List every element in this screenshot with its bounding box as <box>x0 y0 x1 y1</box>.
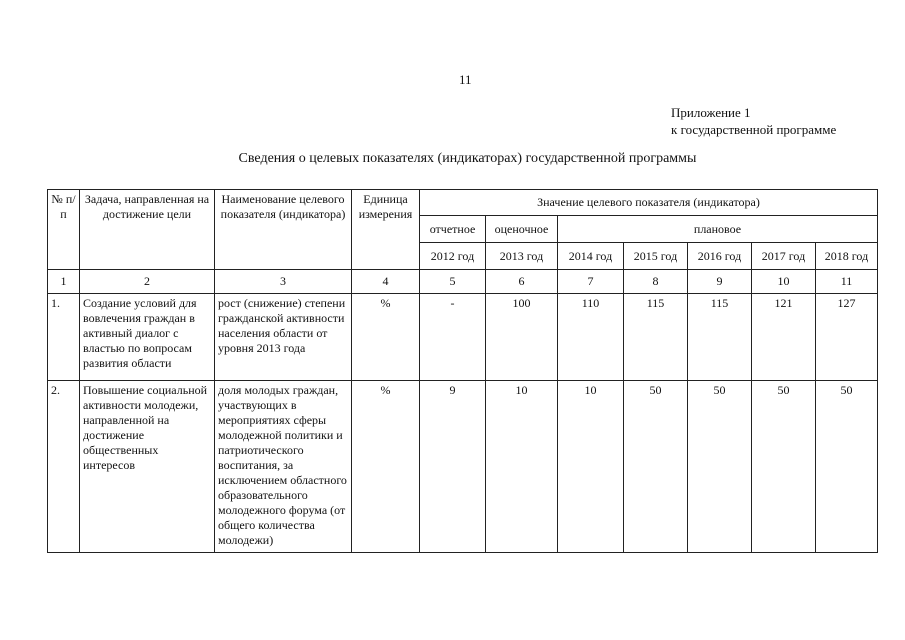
row-value: 9 <box>420 381 486 553</box>
row-num: 2. <box>48 381 80 553</box>
year-header: 2018 год <box>816 243 878 270</box>
column-number: 7 <box>558 270 624 294</box>
row-value: 115 <box>624 294 688 381</box>
appendix-note <box>671 104 836 138</box>
row-value: 50 <box>624 381 688 553</box>
row-value: 100 <box>486 294 558 381</box>
row-value: 10 <box>486 381 558 553</box>
header-planned: плановое <box>558 216 878 243</box>
column-number: 8 <box>624 270 688 294</box>
row-value: 50 <box>688 381 752 553</box>
page-number: 11 <box>459 72 472 87</box>
row-value: 50 <box>752 381 816 553</box>
row-task: Создание условий для вовлечения граждан в активный диалог с властью по вопросам развития области <box>80 294 215 381</box>
column-number: 11 <box>816 270 878 294</box>
column-number: 4 <box>352 270 420 294</box>
header-estimated: оценочное <box>486 216 558 243</box>
row-num: 1. <box>48 294 80 381</box>
column-number: 2 <box>80 270 215 294</box>
column-number: 9 <box>688 270 752 294</box>
row-unit: % <box>352 381 420 553</box>
row-value: - <box>420 294 486 381</box>
row-value: 10 <box>558 381 624 553</box>
column-number: 10 <box>752 270 816 294</box>
column-number: 5 <box>420 270 486 294</box>
column-number: 3 <box>215 270 352 294</box>
header-row-1 <box>48 190 878 216</box>
year-header: 2015 год <box>624 243 688 270</box>
header-unit: Единица измерения <box>352 190 420 270</box>
header-num: № п/п <box>48 190 80 270</box>
row-value: 127 <box>816 294 878 381</box>
row-unit: % <box>352 294 420 381</box>
row-value: 50 <box>816 381 878 553</box>
header-indicator: Наименование целевого показателя (индикатора) <box>215 190 352 270</box>
column-number: 1 <box>48 270 80 294</box>
row-value: 110 <box>558 294 624 381</box>
header-task: Задача, направленная на достижение цели <box>80 190 215 270</box>
appendix-line-1: Приложение 1 <box>671 105 751 120</box>
table-row <box>48 294 878 381</box>
row-indicator: доля молодых граждан, участвующих в мероприятиях сферы молодежной политики и патриотического воспитания, за исключением областного образовательного молодежного форума (от общего количества молодежи) <box>215 381 352 553</box>
appendix-line-2: к государственной программе <box>671 122 837 137</box>
indicators-table <box>47 189 878 553</box>
row-task: Повышение социальной активности молодежи, направленной на достижение общественных интересов <box>80 381 215 553</box>
header-reported: отчетное <box>420 216 486 243</box>
document-title: Сведения о целевых показателях (индикаторах) государственной программы <box>238 151 697 166</box>
row-value: 121 <box>752 294 816 381</box>
column-number: 6 <box>486 270 558 294</box>
year-header: 2016 год <box>688 243 752 270</box>
header-value-group: Значение целевого показателя (индикатора) <box>420 190 878 216</box>
row-value: 115 <box>688 294 752 381</box>
year-header: 2014 год <box>558 243 624 270</box>
column-number-row <box>48 270 878 294</box>
table-row <box>48 381 878 553</box>
year-header: 2012 год <box>420 243 486 270</box>
row-indicator: рост (снижение) степени гражданской активности населения области от уровня 2013 года <box>215 294 352 381</box>
year-header: 2017 год <box>752 243 816 270</box>
year-header: 2013 год <box>486 243 558 270</box>
